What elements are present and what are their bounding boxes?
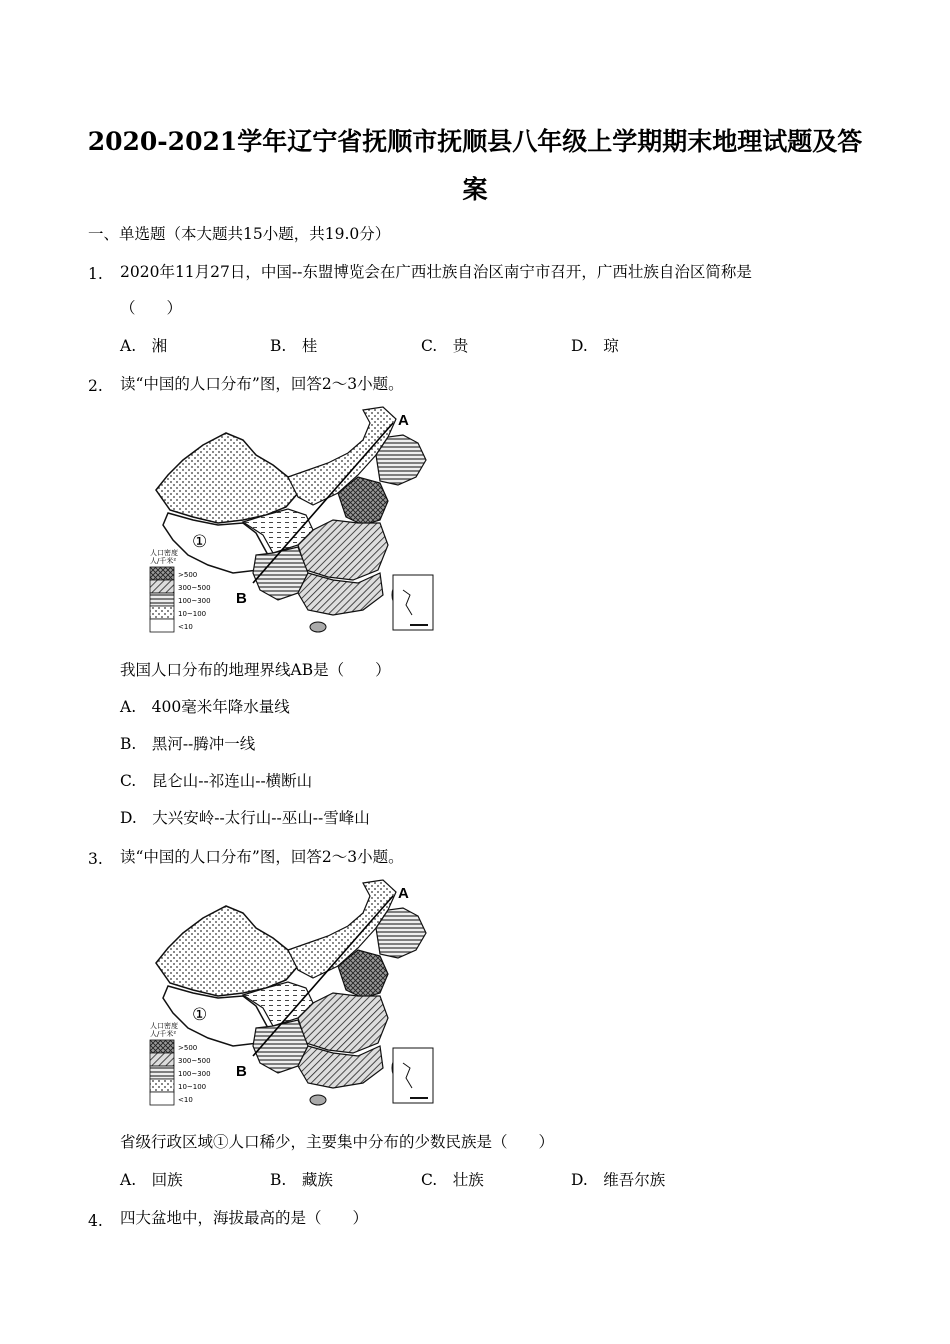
question-1-option-c: C. 贵 (421, 337, 469, 355)
question-1-stem: 2020年11月27日，中国--东盟博览会在广西壮族自治区南宁市召开，广西壮族自治区简称是 (120, 263, 752, 281)
svg-text:人/千米²: 人/千米² (150, 1030, 177, 1038)
map2-label-a: A (398, 885, 409, 902)
map2-label-b: B (236, 1063, 247, 1080)
svg-text:<10: <10 (178, 1096, 193, 1104)
legend-item-2: 300~500 (178, 584, 211, 592)
map-xinjiang (156, 433, 298, 523)
section-header: 一、单选题（本大题共15小题，共19.0分） (88, 225, 391, 243)
legend-item-4: 10~100 (178, 610, 207, 618)
question-number-2: 2. (88, 377, 103, 395)
question-3-sub-question: 省级行政区域①人口稀少，主要集中分布的少数民族是（ ） (120, 1133, 555, 1151)
map-label-a: A (398, 412, 409, 429)
question-number-4: 4. (88, 1212, 103, 1230)
question-1-option-b: B. 桂 (270, 337, 318, 355)
map2-label-region-1: ① (192, 1005, 208, 1025)
question-number-1: 1. (88, 265, 103, 283)
svg-text:300~500: 300~500 (178, 1057, 211, 1065)
document-title-line-2: 案 (462, 175, 488, 204)
legend-item-5: <10 (178, 623, 193, 631)
map-hainan (310, 622, 326, 632)
china-population-map (148, 405, 438, 640)
question-3-option-b: B. 藏族 (270, 1171, 333, 1189)
question-3-option-d: D. 维吾尔族 (571, 1171, 666, 1189)
question-3-option-c: C. 壮族 (421, 1171, 484, 1189)
question-2-option-b: B. 黑河--腾冲一线 (120, 735, 256, 753)
question-2-stem: 读“中国的人口分布”图，回答2～3小题。 (120, 375, 404, 393)
question-number-3: 3. (88, 850, 103, 868)
question-1-option-a: A. 湘 (120, 337, 168, 355)
question-1-stem-cont: （ ） (120, 299, 183, 317)
legend-item-1: >500 (178, 571, 198, 579)
question-2-option-a: A. 400毫米年降水量线 (120, 698, 290, 716)
map-south (298, 573, 383, 615)
svg-text:人口密度: 人口密度 (150, 1022, 178, 1030)
map-inset-box (393, 575, 433, 630)
legend-title-2: 人/千米² (150, 557, 177, 565)
legend-item-3: 100~300 (178, 597, 211, 605)
map-label-b: B (236, 590, 247, 607)
question-2-option-d: D. 大兴安岭--太行山--巫山--雪峰山 (120, 809, 370, 827)
question-2-sub-question: 我国人口分布的地理界线AB是（ ） (120, 661, 391, 679)
question-3-option-a: A. 回族 (120, 1171, 183, 1189)
question-1-option-d: D. 琼 (571, 337, 619, 355)
question-3-stem: 读“中国的人口分布”图，回答2～3小题。 (120, 848, 404, 866)
svg-text:>500: >500 (178, 1044, 198, 1052)
legend-title-1: 人口密度 (150, 549, 178, 557)
question-4-stem: 四大盆地中，海拔最高的是（ ） (120, 1209, 369, 1227)
question-2-option-c: C. 昆仑山--祁连山--横断山 (120, 772, 313, 790)
svg-text:100~300: 100~300 (178, 1070, 211, 1078)
map-label-region-1: ① (192, 532, 208, 552)
svg-text:10~100: 10~100 (178, 1083, 207, 1091)
china-population-map-2 (148, 878, 438, 1113)
document-title-line-1: 2020-2021学年辽宁省抚顺市抚顺县八年级上学期期末地理试题及答 (87, 127, 863, 156)
